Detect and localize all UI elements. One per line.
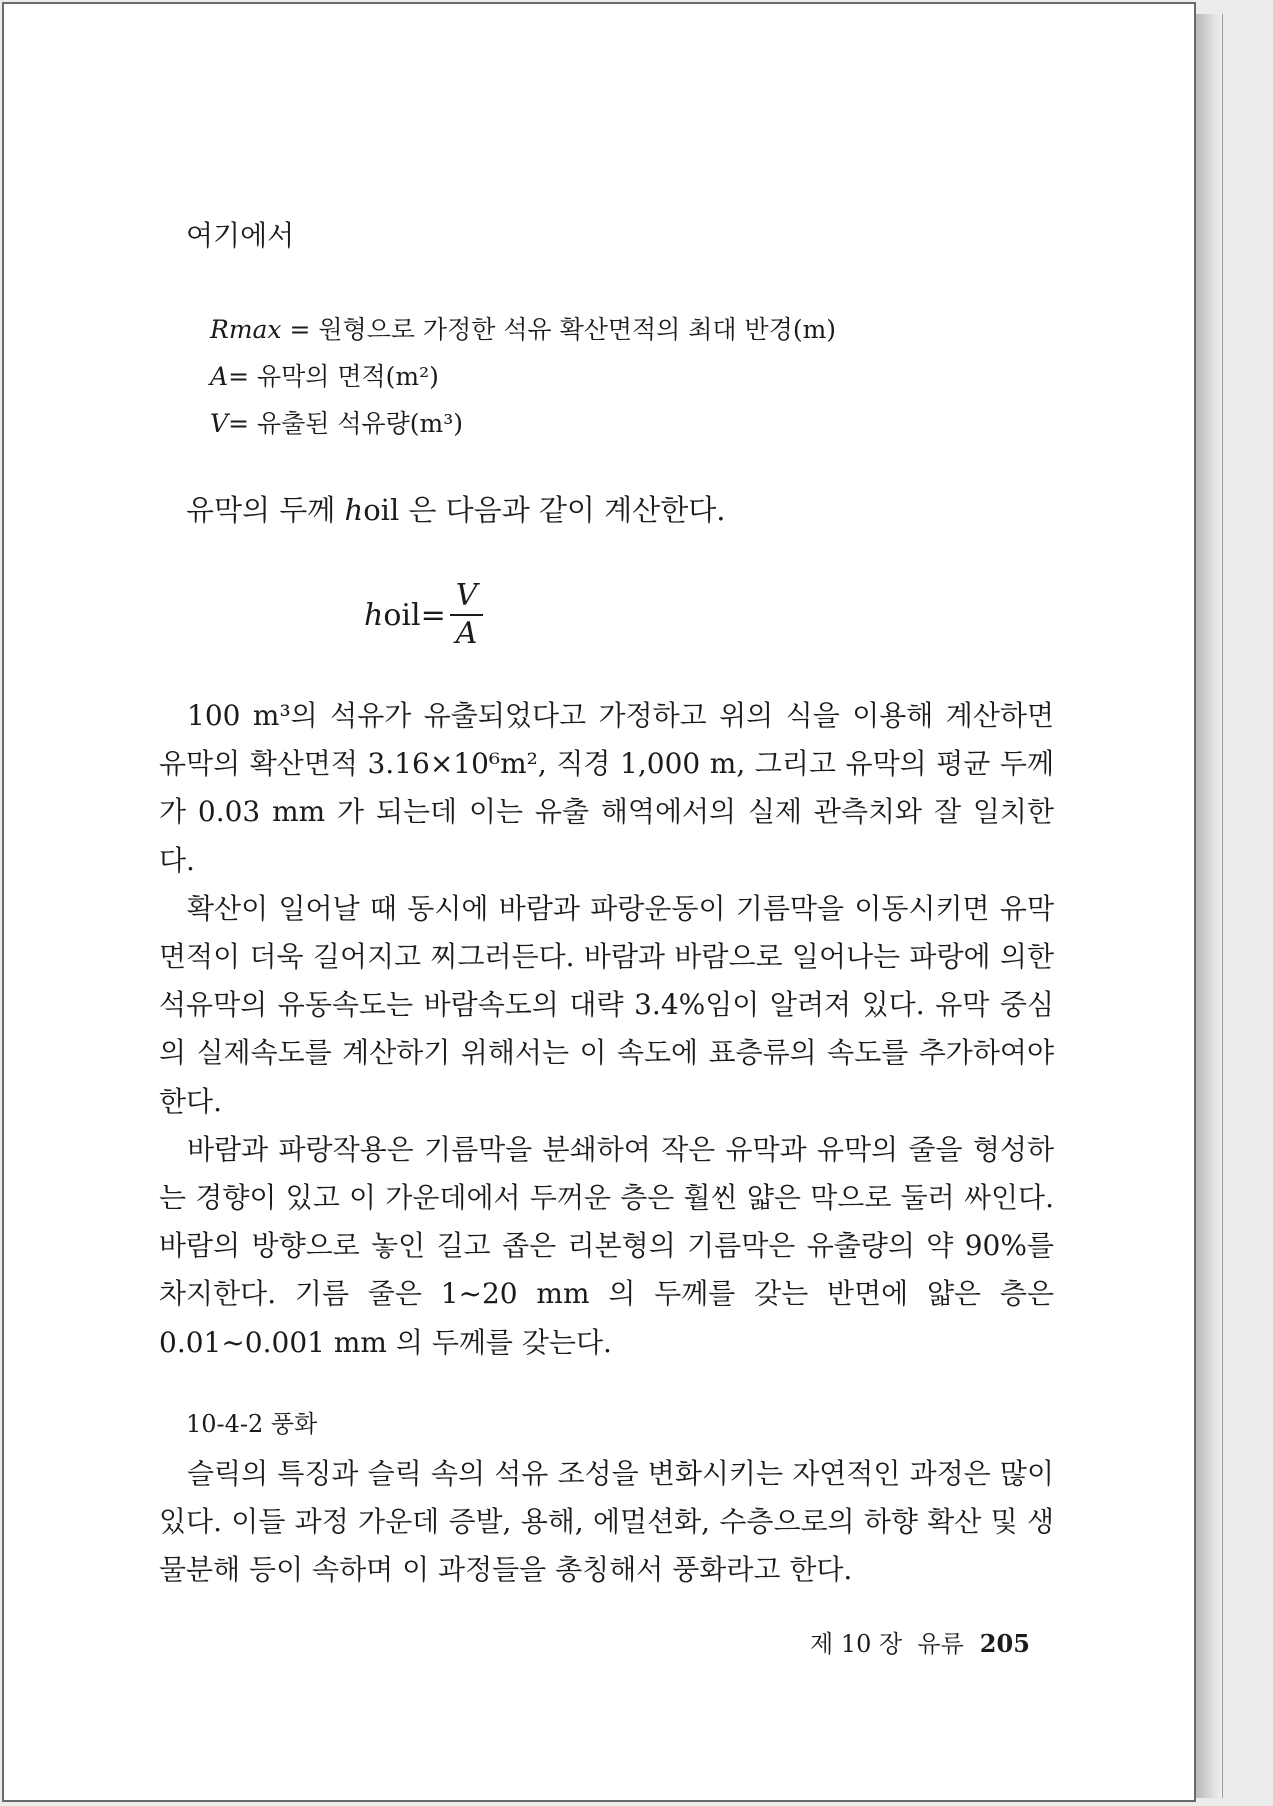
chapter-label: 제 10 장 유류 [810, 1630, 964, 1658]
paragraph: 바람과 파랑작용은 기름막을 분쇄하여 작은 유막과 유막의 줄을 형성하는 경향이 있고 이 가운데에서 두꺼운 층은 훨씬 얇은 막으로 둘러 싸인다. 바람의 방향으로 놓인 길고 좁은 리본형의 기름막은 유출량의 약 90%를 차지한다. 기름 줄은 1~20 mm 의 두께를 갖는 반면에 얇은 층은 0.01~0.001 mm 의 두께를 갖는다. [159, 1132, 1054, 1359]
formula-fraction [450, 578, 484, 652]
page-footer [810, 1624, 1030, 1659]
definition-list [210, 306, 836, 447]
oil-thickness-formula [364, 578, 483, 652]
page-number: 205 [979, 1629, 1030, 1658]
paragraph: 슬릭의 특징과 슬릭 속의 석유 조성을 변화시키는 자연적인 과정은 많이 있다. 이들 과정 가운데 증발, 용해, 에멀션화, 수층으로의 하향 확산 및 생물분해 등이 속하며 이 과정들을 총칭해서 풍화라고 한다. [159, 1457, 1054, 1587]
definition-symbol: V [210, 409, 229, 438]
intro-before: 유막의 두께 [186, 493, 345, 527]
definition-rmax [210, 306, 836, 353]
definition-text: = 원형으로 가정한 석유 확산면적의 최대 반경(m) [281, 315, 837, 344]
formula-lhs-h: h [364, 597, 384, 633]
lead-text: 여기에서 [186, 219, 295, 252]
paragraph: 100 m³의 석유가 유출되었다고 가정하고 위의 식을 이용해 계산하면 유막의 확산면적 3.16×10⁶m², 직경 1,000 m, 그리고 유막의 평균 두께가 0.03 mm 가 되는데 이는 유출 해역에서의 실제 관측치와 잘 일치한다. [159, 699, 1054, 877]
intro-after: oil 은 다음과 같이 계산한다. [363, 493, 726, 527]
definition-a [210, 353, 836, 400]
formula-numerator: V [450, 578, 484, 616]
formula-lhs-rest: oil= [383, 597, 446, 633]
section-body [159, 1450, 1054, 1595]
section-heading: 10-4-2 풍화 [186, 1410, 318, 1438]
body-text [159, 692, 1054, 1367]
document-page [2, 2, 1196, 1802]
definition-text: = 유막의 면적(m²) [228, 362, 439, 391]
definition-text: = 유출된 석유량(m³) [228, 409, 464, 438]
page-edge-shadow [1196, 14, 1223, 1798]
definition-v [210, 400, 836, 447]
formula-intro [186, 488, 725, 529]
definition-symbol: A [210, 362, 229, 391]
intro-symbol-h: h [344, 493, 364, 527]
paragraph: 확산이 일어날 때 동시에 바람과 파랑운동이 기름막을 이동시키면 유막 면적이 더욱 길어지고 찌그러든다. 바람과 바람으로 일어나는 파랑에 의한 석유막의 유동속도는 바람속도의 대략 3.4%임이 알려져 있다. 유막 중심의 실제속도를 계산하기 위해서는 이 속도에 표층류의 속도를 추가하여야 한다. [159, 891, 1054, 1118]
definition-symbol: Rmax [210, 315, 282, 344]
formula-denominator: A [455, 616, 478, 651]
